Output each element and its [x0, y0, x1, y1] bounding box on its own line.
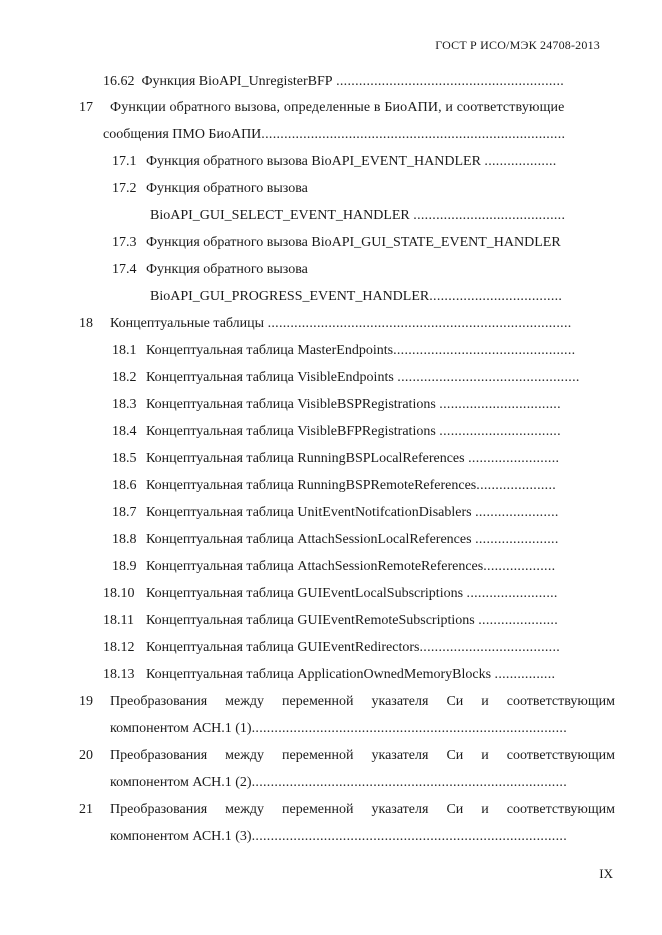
toc-entry-title: Концептуальная таблица RunningBSPLocalReferences [146, 451, 465, 466]
toc-entry[interactable] [112, 395, 561, 415]
toc-entry-number: 17 [79, 100, 93, 115]
toc-leader-dots: ................................................................................ [261, 127, 566, 142]
toc-entry-number: 18.12 [103, 640, 135, 655]
toc-word: переменной [282, 802, 354, 817]
toc-leader-dots: ................ [494, 667, 556, 682]
toc-leader-dots: ................................................ [393, 343, 576, 358]
toc-entry-continuation[interactable] [110, 827, 567, 847]
toc-entry-number: 17.3 [112, 235, 137, 250]
toc-entry-number: 18.6 [112, 478, 137, 493]
toc-entry[interactable] [103, 665, 555, 685]
toc-entry-number: 18 [79, 316, 93, 331]
toc-entry-number: 18.3 [112, 397, 137, 412]
toc-entry-number: 18.2 [112, 370, 137, 385]
toc-entry-title: Концептуальная таблица VisibleBFPRegistrations [146, 424, 436, 439]
toc-entry-continuation[interactable] [150, 287, 562, 307]
toc-leader-dots: ................................ [439, 424, 561, 439]
toc-word: Преобразования [110, 802, 208, 817]
toc-entry-title: BioAPI_GUI_PROGRESS_EVENT_HANDLER [150, 289, 430, 304]
toc-entry[interactable] [79, 800, 615, 820]
toc-entry[interactable] [112, 449, 559, 469]
toc-entry[interactable] [79, 314, 572, 334]
toc-entry-title [110, 692, 615, 712]
toc-word: переменной [282, 694, 354, 709]
running-header: ГОСТ Р ИСО/МЭК 24708-2013 [435, 38, 600, 52]
toc-entry-title: Концептуальная таблица GUIEventLocalSubscriptions [146, 586, 464, 601]
toc-entry-title: Функции обратного вызова, определенные в БиоАПИ, и соответствующие [110, 100, 565, 115]
toc-entry[interactable] [79, 746, 615, 766]
toc-word: указателя [371, 694, 429, 709]
toc-entry[interactable] [112, 368, 580, 388]
toc-entry[interactable] [112, 152, 557, 172]
toc-word: и [481, 802, 489, 817]
toc-word: Преобразования [110, 748, 208, 763]
toc-word: указателя [371, 802, 429, 817]
toc-word: и [481, 694, 489, 709]
toc-entry-title: Функция обратного вызова BioAPI_GUI_STATE_EVENT_HANDLER [146, 235, 561, 250]
toc-leader-dots: ................................................................................... [251, 775, 567, 790]
toc-entry-number: 18.9 [112, 559, 137, 574]
toc-entry-title: Функция обратного вызова [146, 181, 308, 196]
toc-leader-dots: ................................................................................ [267, 316, 572, 331]
toc-entry-number: 20 [79, 748, 93, 763]
toc-entry[interactable] [103, 638, 560, 658]
toc-word: и [481, 748, 489, 763]
toc-entry-number: 19 [79, 694, 93, 709]
toc-entry-number: 18.10 [103, 586, 135, 601]
toc-entry-title: Функция обратного вызова [146, 262, 308, 277]
toc-leader-dots: ................................ [439, 397, 561, 412]
toc-entry[interactable] [112, 503, 559, 523]
toc-entry-title: Концептуальная таблица AttachSessionLocalReferences [146, 532, 472, 547]
toc-entry[interactable] [112, 530, 559, 550]
toc-entry-number: 18.13 [103, 667, 135, 682]
toc-entry-title: Концептуальные таблицы [110, 316, 265, 331]
toc-leader-dots: ................................................................................... [251, 721, 567, 736]
page-number: IX [599, 866, 613, 881]
toc-word: соответствующим [506, 802, 615, 817]
toc-leader-dots: ................... [484, 154, 557, 169]
toc-entry[interactable] [112, 422, 561, 442]
toc-entry-title [110, 746, 615, 766]
toc-entry[interactable] [112, 260, 308, 280]
toc-entry-title: компонентом АСН.1 (3) [110, 829, 252, 844]
toc-leader-dots: ................... [483, 559, 556, 574]
toc-word: Си [446, 748, 464, 763]
toc-entry-number: 18.5 [112, 451, 137, 466]
toc-entry-continuation[interactable] [110, 719, 567, 739]
toc-entry-title: Концептуальная таблица ApplicationOwnedMemoryBlocks [146, 667, 492, 682]
toc-word: Си [446, 694, 464, 709]
toc-entry-number: 17.2 [112, 181, 137, 196]
toc-word: соответствующим [506, 694, 615, 709]
toc-leader-dots: ............................................................ [336, 74, 565, 89]
toc-leader-dots: ..................................... [419, 640, 561, 655]
toc-entry-title: Концептуальная таблица GUIEventRedirectors [146, 640, 420, 655]
toc-entry-continuation[interactable] [110, 773, 567, 793]
toc-leader-dots: ........................ [466, 586, 558, 601]
toc-entry[interactable] [79, 98, 565, 118]
toc-word: Си [446, 802, 464, 817]
toc-word: между [225, 748, 265, 763]
toc-leader-dots: ........................................ [413, 208, 566, 223]
toc-entry[interactable] [112, 179, 308, 199]
toc-entry-title: Концептуальная таблица MasterEndpoints [146, 343, 394, 358]
toc-entry[interactable] [112, 476, 556, 496]
toc-word: между [225, 694, 265, 709]
toc-entry-number: 16.62 [103, 74, 135, 89]
toc-leader-dots: ..................... [478, 613, 559, 628]
toc-word: между [225, 802, 265, 817]
toc-word: переменной [282, 748, 354, 763]
toc-entry-continuation[interactable] [103, 125, 565, 145]
toc-entry-number: 18.7 [112, 505, 137, 520]
toc-leader-dots: ..................... [476, 478, 557, 493]
toc-entry[interactable] [112, 341, 575, 361]
toc-entry-number: 17.1 [112, 154, 137, 169]
toc-entry[interactable] [79, 692, 615, 712]
toc-entry-title: компонентом АСН.1 (1) [110, 721, 252, 736]
toc-entry-title: Концептуальная таблица AttachSessionRemoteReferences [146, 559, 484, 574]
toc-leader-dots: ........................ [468, 451, 560, 466]
toc-entry-title: Концептуальная таблица GUIEventRemoteSubscriptions [146, 613, 475, 628]
toc-leader-dots: ................................................ [397, 370, 580, 385]
toc-entry-title: BioAPI_GUI_SELECT_EVENT_HANDLER [150, 208, 410, 223]
toc-entry-title [110, 800, 615, 820]
toc-entry-number: 17.4 [112, 262, 137, 277]
toc-entry-title: Концептуальная таблица VisibleEndpoints [146, 370, 394, 385]
toc-entry-number: 18.1 [112, 343, 137, 358]
toc-entry[interactable] [103, 72, 564, 92]
toc-entry[interactable] [103, 584, 558, 604]
toc-entry[interactable] [112, 233, 561, 253]
toc-entry-number: 18.8 [112, 532, 137, 547]
toc-word: соответствующим [506, 748, 615, 763]
toc-entry-title: Функция BioAPI_UnregisterBFP [141, 74, 333, 89]
toc-leader-dots: ................................... [429, 289, 563, 304]
toc-entry-title: сообщения ПМО БиоАПИ [103, 127, 262, 142]
toc-leader-dots: ...................... [475, 505, 559, 520]
toc-entry-number: 18.4 [112, 424, 137, 439]
toc-entry-title: Концептуальная таблица RunningBSPRemoteReferences [146, 478, 477, 493]
toc-word: Преобразования [110, 694, 208, 709]
toc-word: указателя [371, 748, 429, 763]
toc-entry-title: Функция обратного вызова BioAPI_EVENT_HANDLER [146, 154, 481, 169]
toc-leader-dots: ................................................................................... [251, 829, 567, 844]
toc-entry-title: Концептуальная таблица UnitEventNotifcationDisablers [146, 505, 472, 520]
toc-entry[interactable] [103, 611, 558, 631]
toc-entry-title: компонентом АСН.1 (2) [110, 775, 252, 790]
toc-entry[interactable] [112, 557, 555, 577]
toc-entry-number: 21 [79, 802, 93, 817]
toc-leader-dots: ...................... [475, 532, 559, 547]
toc-entry-number: 18.11 [103, 613, 134, 628]
toc-entry-title: Концептуальная таблица VisibleBSPRegistrations [146, 397, 436, 412]
toc-entry-continuation[interactable] [150, 206, 565, 226]
